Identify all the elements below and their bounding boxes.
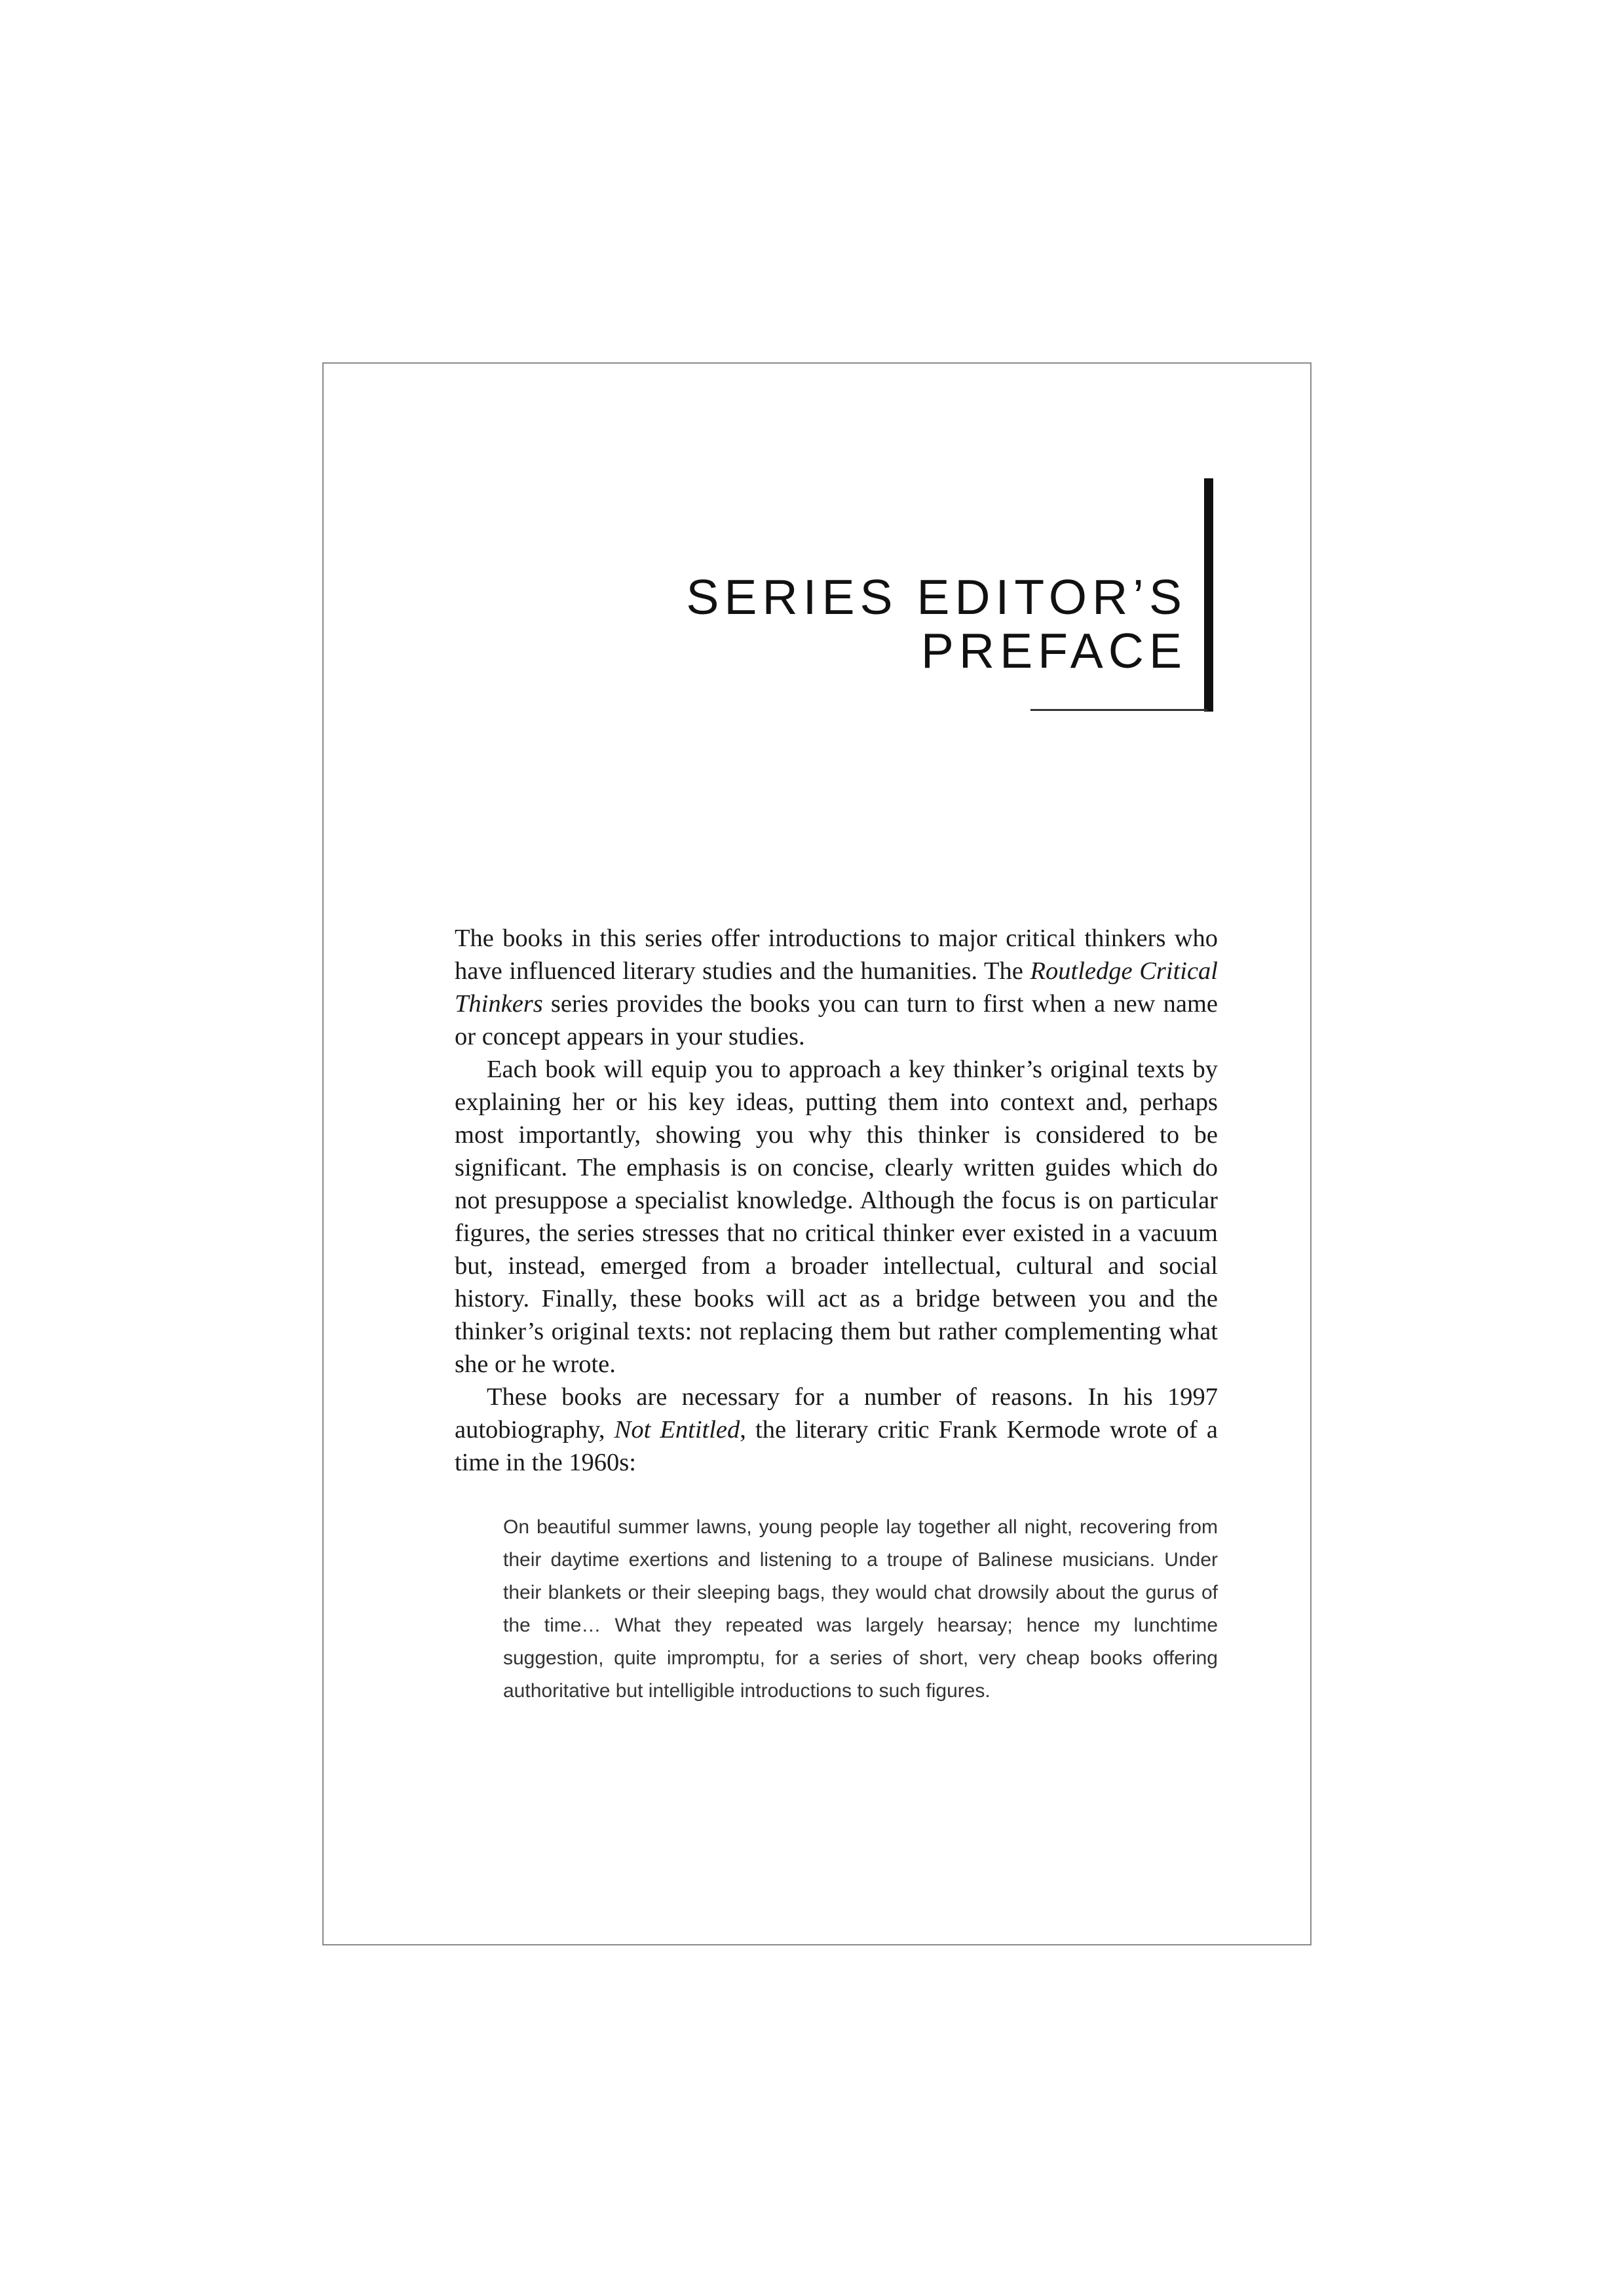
body-text	[455, 922, 1218, 1479]
book-title-italic: Not Entitled	[614, 1416, 740, 1444]
title-accent-bar	[1204, 478, 1213, 712]
paragraph-1	[455, 922, 1218, 1053]
title-underline-rule	[1030, 709, 1207, 711]
paragraph-1-text-b: series provides the books you can turn to first when a new name or concept appears in your studies.	[455, 990, 1218, 1050]
page-title	[590, 570, 1187, 678]
paragraph-3-text-b: , the literary critic Frank Kermode wrote of a time in the 1960s:	[455, 1416, 1218, 1476]
paragraph-2: Each book will equip you to approach a key thinker’s original texts by explaining her or his key ideas, putting them into context and, perhaps most importantly, showing you why this thinker is considered to be significant. The emphasis is on concise, clearly written guides which do not presuppose a specialist knowledge. Although the focus is on particular figures, the series stresses that no critical thinker ever existed in a vacuum but, instead, emerged from a broader intellectual, cultural and social history. Finally, these books will act as a bridge between you and the thinker’s original texts: not replacing them but rather complementing what she or he wrote.	[455, 1056, 1218, 1378]
title-line-1: SERIES EDITOR’S	[686, 569, 1187, 624]
paragraph-3-text-a: These books are necessary for a number of reasons. In his 1997 autobiography,	[455, 1383, 1218, 1444]
paragraph-3	[455, 1381, 1218, 1479]
paragraph-1-text-a: The books in this series offer introductions to major critical thinkers who have influenced literary studies and the humanities. The	[455, 925, 1218, 985]
title-line-2: PREFACE	[920, 623, 1187, 678]
block-quote: On beautiful summer lawns, young people lay together all night, recovering from their daytime exertions and listening to a troupe of Balinese musicians. Under their blankets or their sleeping bags, they would chat drowsily about the gurus of the time… What they repeated was largely hearsay; hence my lunchtime suggestion, quite impromptu, for a series of short, very cheap books offering authoritative but intelligible introductions to such figures.	[503, 1516, 1218, 1702]
series-name-italic: Routledge Critical Thinkers	[455, 957, 1218, 1018]
